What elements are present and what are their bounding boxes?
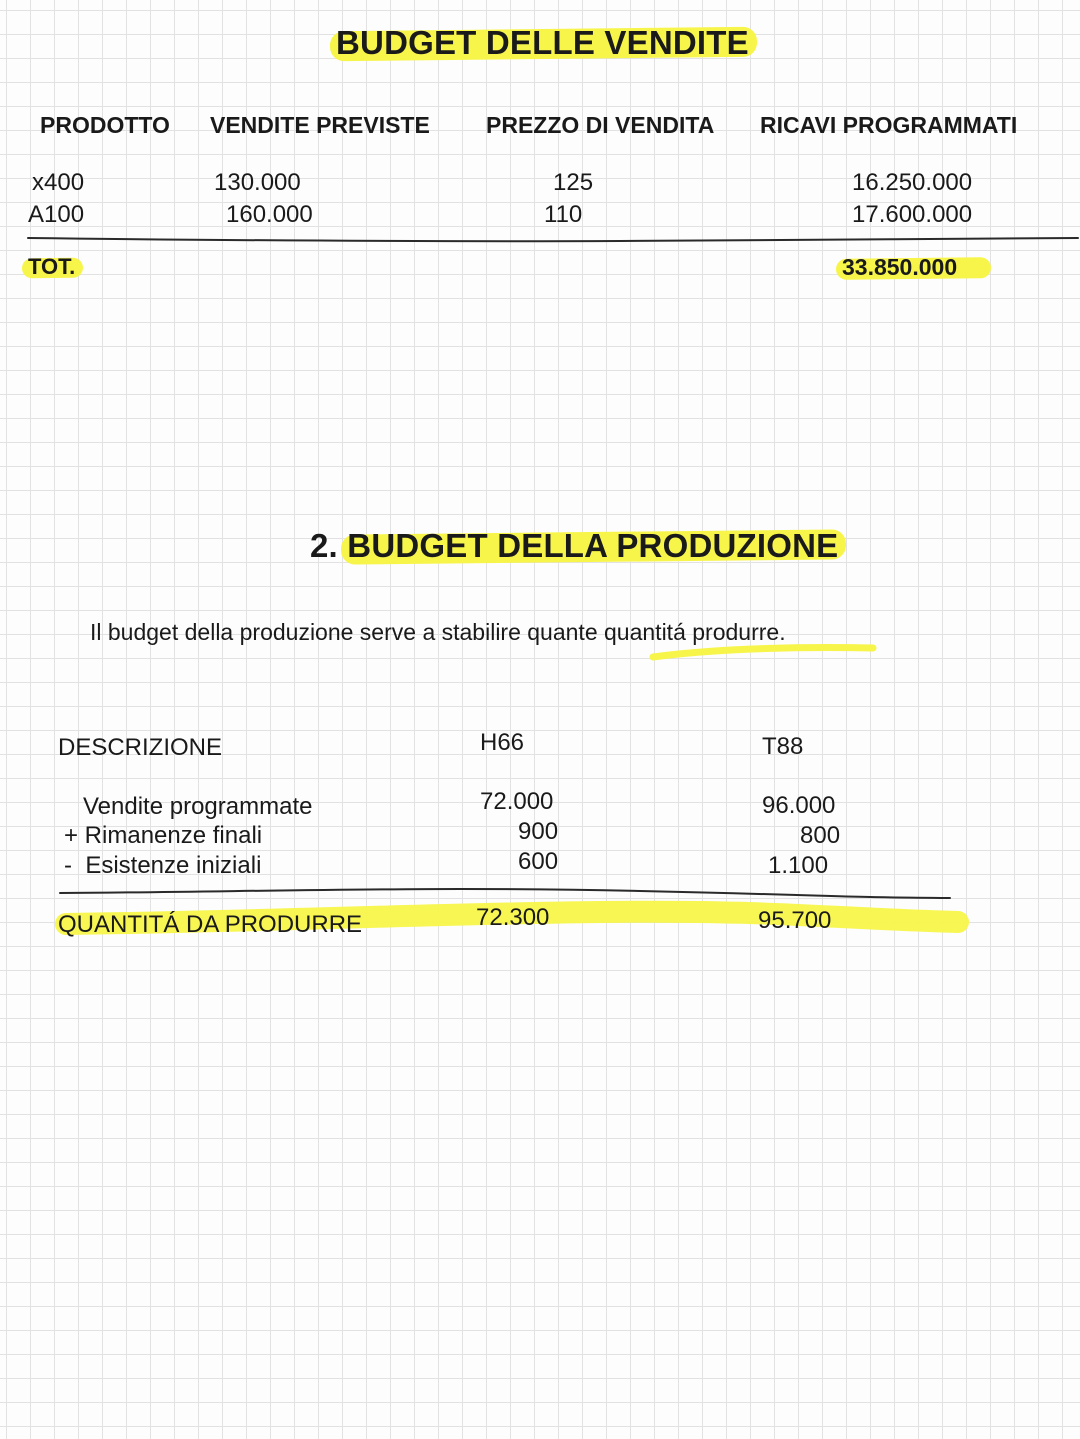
header-forecast-sales: VENDITE PREVISTE — [210, 112, 430, 138]
result-h66: 72.300 — [476, 904, 550, 931]
production-row-h66: 72.000 — [480, 788, 554, 815]
production-description — [90, 619, 786, 646]
result-label: QUANTITÁ DA PRODURRE — [58, 911, 363, 938]
sales-row-forecast: 160.000 — [226, 201, 313, 228]
production-row-h66: 600 — [518, 848, 559, 875]
header-product: PRODOTTO — [40, 112, 170, 138]
production-description-underlined: quantitá produrre. — [604, 619, 786, 645]
production-row-label: Vendite programmate — [83, 793, 313, 820]
production-title-text: BUDGET DELLA PRODUZIONE — [347, 527, 839, 564]
header-h66: H66 — [480, 729, 525, 756]
sales-row-price: 125 — [553, 169, 594, 196]
sales-row-revenue: 17.600.000 — [852, 201, 973, 228]
production-row-label: + Rimanenze finali — [64, 822, 263, 849]
sales-row-revenue: 16.250.000 — [852, 169, 973, 196]
header-sale-price: PREZZO DI VENDITA — [486, 112, 715, 138]
sales-budget-title: BUDGET DELLE VENDITE — [336, 24, 749, 61]
sales-total-value: 33.850.000 — [842, 254, 983, 281]
production-title-number: 2. — [310, 527, 348, 564]
production-row-t88: 1.100 — [768, 852, 829, 879]
production-budget-title — [310, 527, 838, 565]
sales-total-label: TOT. — [28, 254, 76, 279]
header-planned-revenue: RICAVI PROGRAMMATI — [760, 112, 1018, 138]
sales-row-product: x400 — [32, 169, 85, 196]
sales-row-forecast: 130.000 — [214, 169, 301, 196]
production-row-h66: 900 — [518, 818, 559, 845]
sales-total-rule — [0, 228, 1080, 252]
production-row-label: - Esistenze iniziali — [64, 852, 262, 879]
production-row-t88: 800 — [800, 822, 841, 849]
sales-row-price: 110 — [544, 201, 583, 228]
result-t88: 95.700 — [758, 907, 832, 934]
production-description-text: Il budget della produzione serve a stabilire quante — [90, 619, 605, 645]
production-row-t88: 96.000 — [762, 792, 836, 819]
header-description: DESCRIZIONE — [58, 734, 223, 761]
sales-row-product: A100 — [28, 201, 85, 228]
header-t88: T88 — [762, 733, 804, 760]
